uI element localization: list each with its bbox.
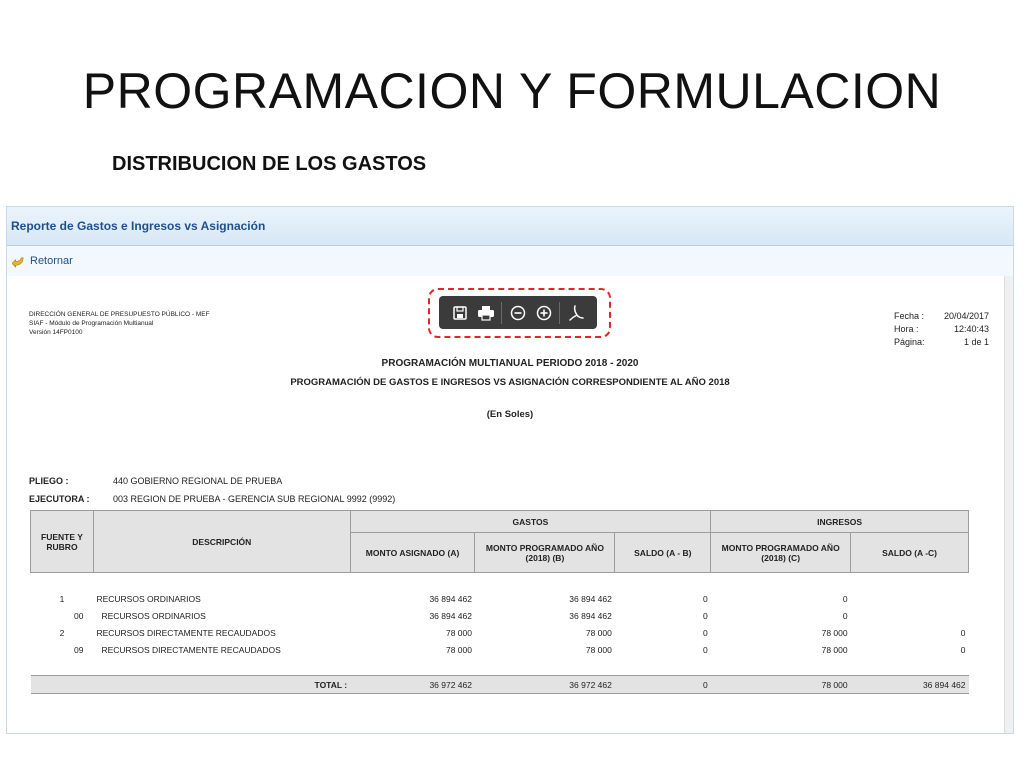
- header-saldo-ac: SALDO (A -C): [851, 533, 969, 573]
- total-label: TOTAL :: [93, 676, 350, 694]
- hora-value: 12:40:43: [953, 324, 989, 334]
- header-descripcion: DESCRIPCIÓN: [93, 511, 350, 573]
- fecha-label: Fecha :: [894, 311, 925, 321]
- cell-saldo-ab: 0: [703, 610, 708, 621]
- total-monto-programado-b: 36 972 462: [475, 676, 615, 694]
- cell-monto-programado-c: 0: [842, 593, 848, 604]
- cell-saldo-ac: 0: [960, 644, 966, 655]
- pagina-label: Página:: [894, 337, 925, 347]
- cell-saldo-ab: 0: [703, 593, 708, 604]
- report-canvas: [7, 276, 1013, 733]
- cell-saldo-ac: 0: [960, 627, 966, 638]
- cell-code: 2: [59, 627, 65, 638]
- cell-code: 09: [73, 644, 84, 655]
- org-line-1: DIRECCIÓN GENERAL DE PRESUPUESTO PÚBLICO - MEF: [29, 311, 210, 318]
- cell-code: 1: [59, 593, 65, 604]
- cell-desc: RECURSOS DIRECTAMENTE RECAUDADOS: [96, 627, 276, 638]
- report-subtitle: PROGRAMACIÓN DE GASTOS E INGRESOS VS ASIGNACIÓN CORRESPONDIENTE AL AÑO 2018: [290, 377, 730, 388]
- ejecutora-label: EJECUTORA :: [29, 494, 90, 504]
- pdf-icon: [568, 305, 584, 321]
- cell-monto-programado-c: 78 000: [821, 627, 848, 638]
- toolbar-separator: [559, 302, 560, 324]
- report-meta: [894, 310, 989, 349]
- fecha-value: 20/04/2017: [943, 311, 989, 321]
- retornar-button[interactable]: [12, 255, 73, 268]
- toolbar-separator: [501, 302, 502, 324]
- app-toolbar: [7, 246, 1013, 277]
- highlighted-viewer-toolbar: [428, 288, 611, 338]
- ejecutora-value: 003 REGION DE PRUEBA - GERENCIA SUB REGIONAL 9992 (9992): [113, 494, 396, 504]
- cell-monto-programado-c: 0: [842, 610, 848, 621]
- print-button[interactable]: [476, 303, 496, 323]
- hora-label: Hora :: [894, 324, 919, 334]
- save-icon: [452, 305, 468, 321]
- cell-monto-asignado: 36 894 462: [429, 593, 472, 604]
- header-ingresos: INGRESOS: [711, 511, 969, 533]
- total-saldo-ab: 0: [615, 676, 711, 694]
- pliego-info: [29, 472, 395, 508]
- report-table: [30, 510, 969, 694]
- vertical-scrollbar[interactable]: [1004, 276, 1013, 733]
- cell-saldo-ab: 0: [703, 627, 708, 638]
- report-window: [6, 206, 1014, 734]
- cell-monto-programado-c: 78 000: [821, 644, 848, 655]
- org-line-3: Versión 14FP0100: [29, 329, 83, 336]
- report-currency: (En Soles): [486, 409, 534, 420]
- cell-monto-programado-b: 36 894 462: [569, 610, 612, 621]
- save-button[interactable]: [450, 303, 470, 323]
- pagina-value: 1 de 1: [963, 337, 989, 347]
- header-fuente: FUENTE Y RUBRO: [31, 511, 94, 573]
- total-saldo-ac: 36 894 462: [851, 676, 969, 694]
- print-icon: [477, 305, 495, 321]
- header-monto-programado-b: MONTO PROGRAMADO AÑO (2018) (B): [475, 533, 615, 573]
- cell-saldo-ac: [851, 590, 969, 607]
- cell-monto-asignado: 78 000: [445, 627, 472, 638]
- cell-monto-programado-b: 36 894 462: [569, 593, 612, 604]
- pdf-export-button[interactable]: [566, 303, 586, 323]
- table-row: [31, 641, 969, 658]
- total-monto-asignado: 36 972 462: [350, 676, 475, 694]
- header-monto-asignado: MONTO ASIGNADO (A): [350, 533, 475, 573]
- zoom-in-button[interactable]: [534, 303, 554, 323]
- cell-saldo-ac: [851, 607, 969, 624]
- retornar-label: Retornar: [30, 255, 73, 267]
- pliego-value: 440 GOBIERNO REGIONAL DE PRUEBA: [113, 476, 283, 486]
- cell-monto-programado-b: 78 000: [585, 627, 612, 638]
- cell-code: 00: [73, 610, 84, 621]
- report-title: PROGRAMACIÓN MULTIANUAL PERIODO 2018 - 2020: [381, 358, 639, 369]
- cell-desc: RECURSOS DIRECTAMENTE RECAUDADOS: [101, 644, 281, 655]
- cell-saldo-ab: 0: [703, 644, 708, 655]
- table-row: [31, 624, 969, 641]
- slide-title: PROGRAMACION Y FORMULACION: [82, 63, 942, 119]
- org-info: [29, 310, 210, 337]
- pliego-label: PLIEGO :: [29, 476, 69, 486]
- zoom-out-button[interactable]: [508, 303, 528, 323]
- zoom-out-icon: [510, 305, 526, 321]
- table-row: [31, 607, 969, 624]
- cell-desc: RECURSOS ORDINARIOS: [101, 610, 206, 621]
- org-line-2: SIAF - Módulo de Programación Multianual: [29, 320, 154, 327]
- total-monto-programado-c: 78 000: [711, 676, 851, 694]
- header-gastos: GASTOS: [350, 511, 711, 533]
- viewer-toolbar: [439, 296, 597, 329]
- header-saldo-ab: SALDO (A - B): [615, 533, 711, 573]
- back-arrow-icon: [12, 255, 25, 268]
- zoom-in-icon: [536, 305, 552, 321]
- table-row: [31, 590, 969, 607]
- cell-monto-asignado: 78 000: [445, 644, 472, 655]
- total-row: [31, 676, 969, 694]
- cell-monto-asignado: 36 894 462: [429, 610, 472, 621]
- window-title: Reporte de Gastos e Ingresos vs Asignación: [11, 219, 266, 233]
- header-monto-programado-c: MONTO PROGRAMADO AÑO (2018) (C): [711, 533, 851, 573]
- slide-subtitle: DISTRIBUCION DE LOS GASTOS: [112, 153, 427, 175]
- cell-desc: RECURSOS ORDINARIOS: [96, 593, 201, 604]
- cell-monto-programado-b: 78 000: [585, 644, 612, 655]
- window-header: [7, 207, 1013, 246]
